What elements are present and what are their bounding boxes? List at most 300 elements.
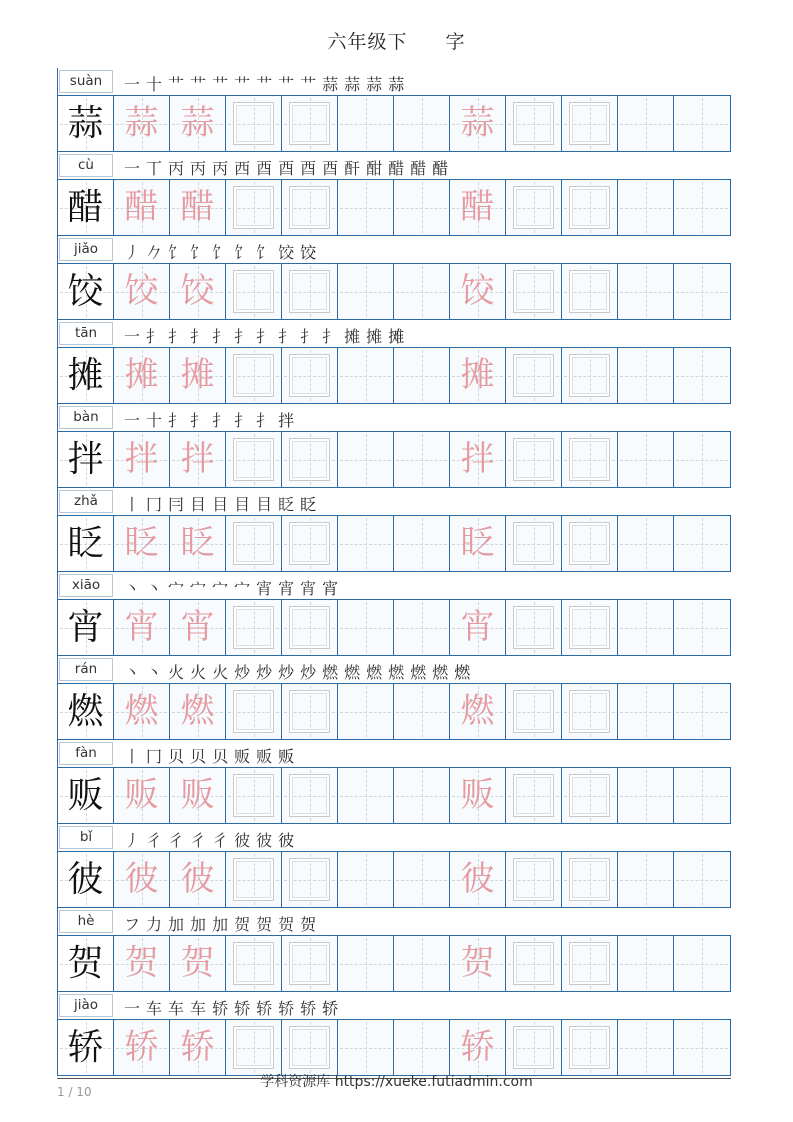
stroke-step: 扌 (278, 327, 297, 346)
character-row (57, 908, 731, 992)
inner-writing-box (513, 774, 554, 817)
inner-writing-box (513, 942, 554, 985)
writing-cell[interactable] (282, 96, 338, 151)
writing-cell[interactable] (282, 1020, 338, 1075)
vertical-guide-line (366, 1022, 367, 1073)
trace-character-cell[interactable] (114, 516, 170, 571)
trace-character-cell[interactable] (114, 432, 170, 487)
writing-cell[interactable] (282, 516, 338, 571)
stroke-order-sequence (124, 72, 410, 95)
writing-cell[interactable] (338, 852, 394, 907)
stroke-step: 丙 (190, 159, 209, 178)
writing-cell[interactable] (618, 264, 674, 319)
writing-cell[interactable] (394, 180, 450, 235)
model-character: 贩 (67, 775, 104, 816)
pinyin-stroke-row (57, 740, 731, 767)
writing-cell[interactable] (674, 180, 730, 235)
writing-cell[interactable] (394, 432, 450, 487)
inner-writing-box (289, 354, 330, 397)
writing-cell[interactable] (618, 96, 674, 151)
writing-cell[interactable] (338, 936, 394, 991)
pinyin-label: hè (59, 910, 113, 933)
stroke-step: 贩 (278, 747, 297, 766)
writing-cell[interactable] (338, 96, 394, 151)
pinyin-label: zhǎ (59, 490, 113, 513)
model-character-cell (58, 1020, 114, 1075)
pinyin-label: bǐ (59, 826, 113, 849)
trace-character-cell[interactable] (450, 936, 506, 991)
writing-cell[interactable] (674, 96, 730, 151)
vertical-guide-line (366, 182, 367, 233)
writing-cell[interactable] (282, 768, 338, 823)
trace-character-cell[interactable] (114, 348, 170, 403)
inner-writing-box (569, 1026, 610, 1069)
stroke-step: 丶 (146, 663, 165, 682)
writing-cell[interactable] (394, 852, 450, 907)
trace-character-cell[interactable] (114, 684, 170, 739)
character-row (57, 68, 731, 152)
writing-cell[interactable] (506, 852, 562, 907)
inner-writing-box (289, 522, 330, 565)
trace-character-cell[interactable] (450, 768, 506, 823)
inner-writing-box (233, 354, 274, 397)
writing-cell[interactable] (562, 1020, 618, 1075)
model-character-cell (58, 936, 114, 991)
stroke-order-sequence (124, 240, 322, 263)
vertical-guide-line (702, 434, 703, 485)
vertical-guide-line (702, 266, 703, 317)
stroke-step: 艹 (300, 75, 319, 94)
writing-grid (57, 767, 731, 824)
trace-character-cell[interactable] (114, 96, 170, 151)
writing-cell[interactable] (338, 348, 394, 403)
vertical-guide-line (646, 518, 647, 569)
stroke-step: フ (124, 915, 143, 934)
writing-cell[interactable] (338, 1020, 394, 1075)
trace-character-cell[interactable] (450, 96, 506, 151)
inner-writing-box (233, 522, 274, 565)
stroke-step: 饣 (168, 243, 187, 262)
writing-cell[interactable] (394, 936, 450, 991)
writing-cell[interactable] (674, 1020, 730, 1075)
trace-character-cell[interactable] (170, 96, 226, 151)
inner-writing-box (569, 438, 610, 481)
writing-cell[interactable] (506, 264, 562, 319)
writing-cell[interactable] (618, 852, 674, 907)
trace-character-cell[interactable] (450, 516, 506, 571)
stroke-step: 目 (234, 495, 253, 514)
inner-writing-box (233, 186, 274, 229)
inner-writing-box (289, 270, 330, 313)
writing-cell[interactable] (618, 768, 674, 823)
writing-cell[interactable] (506, 768, 562, 823)
writing-cell[interactable] (674, 684, 730, 739)
writing-cell[interactable] (618, 348, 674, 403)
trace-character: 宵 (180, 607, 215, 647)
stroke-step: 醋 (388, 159, 407, 178)
stroke-step: 彳 (146, 831, 165, 850)
stroke-step: 火 (168, 663, 187, 682)
trace-character-cell[interactable] (170, 516, 226, 571)
stroke-step: 眨 (300, 495, 319, 514)
stroke-step: 宵 (278, 579, 297, 598)
model-character: 贺 (67, 943, 104, 984)
writing-cell[interactable] (226, 96, 282, 151)
vertical-guide-line (646, 770, 647, 821)
writing-cell[interactable] (562, 852, 618, 907)
trace-character-cell[interactable] (114, 936, 170, 991)
stroke-step: 饺 (278, 243, 297, 262)
writing-cell[interactable] (394, 348, 450, 403)
inner-writing-box (289, 186, 330, 229)
stroke-step: 酣 (366, 159, 385, 178)
inner-writing-box (569, 606, 610, 649)
writing-cell[interactable] (562, 684, 618, 739)
inner-writing-box (233, 438, 274, 481)
writing-cell[interactable] (282, 936, 338, 991)
trace-character-cell[interactable] (170, 348, 226, 403)
writing-cell[interactable] (618, 432, 674, 487)
stroke-step: 一 (124, 411, 143, 430)
character-row (57, 488, 731, 572)
trace-character-cell[interactable] (450, 264, 506, 319)
trace-character: 轿 (460, 1027, 495, 1067)
vertical-guide-line (702, 350, 703, 401)
stroke-step: 艹 (190, 75, 209, 94)
trace-character-cell[interactable] (450, 684, 506, 739)
trace-character-cell[interactable] (450, 852, 506, 907)
stroke-step: 车 (168, 999, 187, 1018)
model-character-cell (58, 684, 114, 739)
vertical-guide-line (646, 938, 647, 989)
stroke-step: 蒜 (366, 75, 385, 94)
trace-character-cell[interactable] (114, 852, 170, 907)
stroke-step: 摊 (344, 327, 363, 346)
stroke-step: 摊 (366, 327, 385, 346)
writing-cell[interactable] (282, 432, 338, 487)
stroke-step: 轿 (256, 999, 275, 1018)
stroke-step: 饺 (300, 243, 319, 262)
writing-cell[interactable] (562, 180, 618, 235)
stroke-step: 酉 (278, 159, 297, 178)
writing-cell[interactable] (338, 264, 394, 319)
stroke-step: 宀 (212, 579, 231, 598)
stroke-step: 扌 (256, 327, 275, 346)
vertical-guide-line (702, 770, 703, 821)
trace-character-cell[interactable] (114, 264, 170, 319)
writing-cell[interactable] (506, 516, 562, 571)
vertical-guide-line (422, 686, 423, 737)
character-row (57, 152, 731, 236)
trace-character: 醋 (124, 187, 159, 227)
writing-cell[interactable] (618, 600, 674, 655)
writing-cell[interactable] (226, 432, 282, 487)
writing-cell[interactable] (618, 516, 674, 571)
writing-cell[interactable] (618, 936, 674, 991)
model-character: 醋 (67, 187, 104, 228)
stroke-step: 扌 (322, 327, 341, 346)
writing-grid (57, 263, 731, 320)
writing-cell[interactable] (282, 852, 338, 907)
trace-character: 醋 (460, 187, 495, 227)
stroke-step: 宀 (190, 579, 209, 598)
writing-cell[interactable] (506, 348, 562, 403)
writing-cell[interactable] (226, 600, 282, 655)
stroke-step: 扌 (168, 411, 187, 430)
writing-cell[interactable] (226, 852, 282, 907)
stroke-step: 车 (190, 999, 209, 1018)
writing-cell[interactable] (674, 432, 730, 487)
trace-character-cell[interactable] (450, 600, 506, 655)
trace-character-cell[interactable] (114, 180, 170, 235)
pinyin-label: suàn (59, 70, 113, 93)
writing-cell[interactable] (226, 684, 282, 739)
stroke-step: 目 (256, 495, 275, 514)
writing-cell[interactable] (674, 264, 730, 319)
trace-character-cell[interactable] (114, 768, 170, 823)
stroke-step: 贝 (190, 747, 209, 766)
writing-cell[interactable] (674, 768, 730, 823)
inner-writing-box (569, 690, 610, 733)
stroke-step: 燃 (410, 663, 429, 682)
trace-character-cell[interactable] (170, 936, 226, 991)
inner-writing-box (569, 942, 610, 985)
trace-character: 摊 (180, 355, 215, 395)
writing-cell[interactable] (562, 516, 618, 571)
writing-grid (57, 1019, 731, 1076)
writing-cell[interactable] (506, 936, 562, 991)
stroke-step: 丙 (212, 159, 231, 178)
vertical-guide-line (422, 770, 423, 821)
stroke-step: 丨 (124, 747, 143, 766)
model-character: 摊 (67, 355, 104, 396)
writing-grid (57, 851, 731, 908)
writing-cell[interactable] (618, 180, 674, 235)
stroke-order-sequence (124, 996, 344, 1019)
pinyin-label: cù (59, 154, 113, 177)
writing-cell[interactable] (282, 348, 338, 403)
stroke-step: 贺 (300, 915, 319, 934)
pinyin-stroke-row (57, 572, 731, 599)
stroke-step: 燃 (366, 663, 385, 682)
writing-cell[interactable] (618, 684, 674, 739)
model-character-cell (58, 768, 114, 823)
writing-cell[interactable] (394, 1020, 450, 1075)
stroke-step: 贝 (212, 747, 231, 766)
writing-cell[interactable] (562, 432, 618, 487)
writing-cell[interactable] (338, 768, 394, 823)
writing-cell[interactable] (226, 516, 282, 571)
writing-cell[interactable] (506, 1020, 562, 1075)
stroke-step: 加 (168, 915, 187, 934)
trace-character-cell[interactable] (170, 852, 226, 907)
trace-character: 彼 (124, 859, 159, 899)
writing-cell[interactable] (674, 348, 730, 403)
pinyin-stroke-row (57, 824, 731, 851)
writing-cell[interactable] (562, 936, 618, 991)
writing-cell[interactable] (562, 600, 618, 655)
stroke-step: 轿 (234, 999, 253, 1018)
writing-cell[interactable] (506, 432, 562, 487)
inner-writing-box (233, 1026, 274, 1069)
writing-cell[interactable] (394, 600, 450, 655)
writing-cell[interactable] (226, 180, 282, 235)
trace-character-cell[interactable] (170, 1020, 226, 1075)
trace-character-cell[interactable] (450, 1020, 506, 1075)
stroke-step: 饣 (212, 243, 231, 262)
practice-sheet (57, 68, 731, 1076)
trace-character-cell[interactable] (450, 348, 506, 403)
writing-cell[interactable] (506, 96, 562, 151)
trace-character: 轿 (180, 1027, 215, 1067)
writing-cell[interactable] (338, 180, 394, 235)
trace-character-cell[interactable] (450, 432, 506, 487)
writing-cell[interactable] (226, 768, 282, 823)
vertical-guide-line (366, 98, 367, 149)
vertical-guide-line (366, 434, 367, 485)
writing-cell[interactable] (338, 684, 394, 739)
writing-cell[interactable] (562, 768, 618, 823)
character-row (57, 404, 731, 488)
writing-cell[interactable] (674, 852, 730, 907)
trace-character-cell[interactable] (170, 684, 226, 739)
trace-character: 眨 (460, 523, 495, 563)
stroke-step: 酉 (300, 159, 319, 178)
vertical-guide-line (422, 434, 423, 485)
vertical-guide-line (646, 98, 647, 149)
trace-character: 眨 (124, 523, 159, 563)
stroke-step: 扌 (146, 327, 165, 346)
pinyin-label: fàn (59, 742, 113, 765)
stroke-order-sequence (124, 156, 454, 179)
stroke-step: 彼 (256, 831, 275, 850)
trace-character-cell[interactable] (450, 180, 506, 235)
inner-writing-box (513, 522, 554, 565)
inner-writing-box (233, 606, 274, 649)
writing-cell[interactable] (282, 684, 338, 739)
writing-cell[interactable] (394, 768, 450, 823)
stroke-step: 酐 (344, 159, 363, 178)
stroke-step: 西 (234, 159, 253, 178)
inner-writing-box (233, 690, 274, 733)
vertical-guide-line (702, 98, 703, 149)
writing-cell[interactable] (282, 180, 338, 235)
stroke-step: 一 (124, 75, 143, 94)
writing-cell[interactable] (226, 1020, 282, 1075)
writing-cell[interactable] (394, 516, 450, 571)
trace-character: 彼 (460, 859, 495, 899)
writing-cell[interactable] (226, 348, 282, 403)
stroke-step: 贺 (234, 915, 253, 934)
trace-character-cell[interactable] (114, 1020, 170, 1075)
pinyin-label: xiāo (59, 574, 113, 597)
inner-writing-box (513, 858, 554, 901)
vertical-guide-line (702, 854, 703, 905)
stroke-step: 醋 (432, 159, 451, 178)
character-row (57, 992, 731, 1076)
model-character: 彼 (67, 859, 104, 900)
stroke-step: 炒 (278, 663, 297, 682)
writing-cell[interactable] (618, 1020, 674, 1075)
pinyin-stroke-row (57, 656, 731, 683)
page-number: 1 / 10 (57, 1085, 92, 1099)
title-grade: 六年级下 (327, 31, 408, 53)
stroke-step: 燃 (432, 663, 451, 682)
writing-cell[interactable] (282, 264, 338, 319)
writing-cell[interactable] (394, 96, 450, 151)
inner-writing-box (233, 270, 274, 313)
writing-cell[interactable] (394, 684, 450, 739)
model-character: 拌 (67, 439, 104, 480)
writing-cell[interactable] (674, 600, 730, 655)
trace-character: 贩 (124, 775, 159, 815)
stroke-order-sequence (124, 828, 300, 851)
pinyin-stroke-row (57, 152, 731, 179)
inner-writing-box (233, 102, 274, 145)
writing-cell[interactable] (338, 432, 394, 487)
writing-cell[interactable] (506, 684, 562, 739)
writing-cell[interactable] (562, 96, 618, 151)
inner-writing-box (233, 774, 274, 817)
writing-cell[interactable] (562, 348, 618, 403)
trace-character-cell[interactable] (114, 600, 170, 655)
vertical-guide-line (422, 1022, 423, 1073)
stroke-step: 丶 (146, 579, 165, 598)
trace-character-cell[interactable] (170, 768, 226, 823)
model-character-cell (58, 432, 114, 487)
writing-cell[interactable] (338, 600, 394, 655)
stroke-step: 扌 (234, 327, 253, 346)
stroke-order-sequence (124, 324, 410, 347)
writing-cell[interactable] (394, 264, 450, 319)
trace-character: 蒜 (460, 103, 495, 143)
stroke-step: 加 (190, 915, 209, 934)
trace-character-cell[interactable] (170, 432, 226, 487)
vertical-guide-line (366, 518, 367, 569)
vertical-guide-line (702, 1022, 703, 1073)
trace-character-cell[interactable] (170, 180, 226, 235)
vertical-guide-line (646, 686, 647, 737)
stroke-order-sequence (124, 492, 322, 515)
writing-cell[interactable] (282, 600, 338, 655)
stroke-step: 扌 (212, 327, 231, 346)
writing-cell[interactable] (674, 936, 730, 991)
trace-character: 摊 (124, 355, 159, 395)
stroke-step: 彼 (278, 831, 297, 850)
vertical-guide-line (702, 182, 703, 233)
trace-character: 醋 (180, 187, 215, 227)
stroke-step: 十 (146, 411, 165, 430)
writing-cell[interactable] (226, 936, 282, 991)
inner-writing-box (513, 102, 554, 145)
writing-cell[interactable] (506, 600, 562, 655)
trace-character-cell[interactable] (170, 600, 226, 655)
writing-cell[interactable] (226, 264, 282, 319)
writing-cell[interactable] (562, 264, 618, 319)
model-character-cell (58, 852, 114, 907)
title-suffix: 字 (445, 31, 466, 53)
writing-cell[interactable] (506, 180, 562, 235)
writing-cell[interactable] (338, 516, 394, 571)
stroke-step: 目 (190, 495, 209, 514)
stroke-step: 扌 (256, 411, 275, 430)
pinyin-stroke-row (57, 488, 731, 515)
writing-cell[interactable] (674, 516, 730, 571)
inner-writing-box (569, 102, 610, 145)
stroke-step: 彳 (168, 831, 187, 850)
trace-character: 饺 (460, 271, 495, 311)
trace-character-cell[interactable] (170, 264, 226, 319)
